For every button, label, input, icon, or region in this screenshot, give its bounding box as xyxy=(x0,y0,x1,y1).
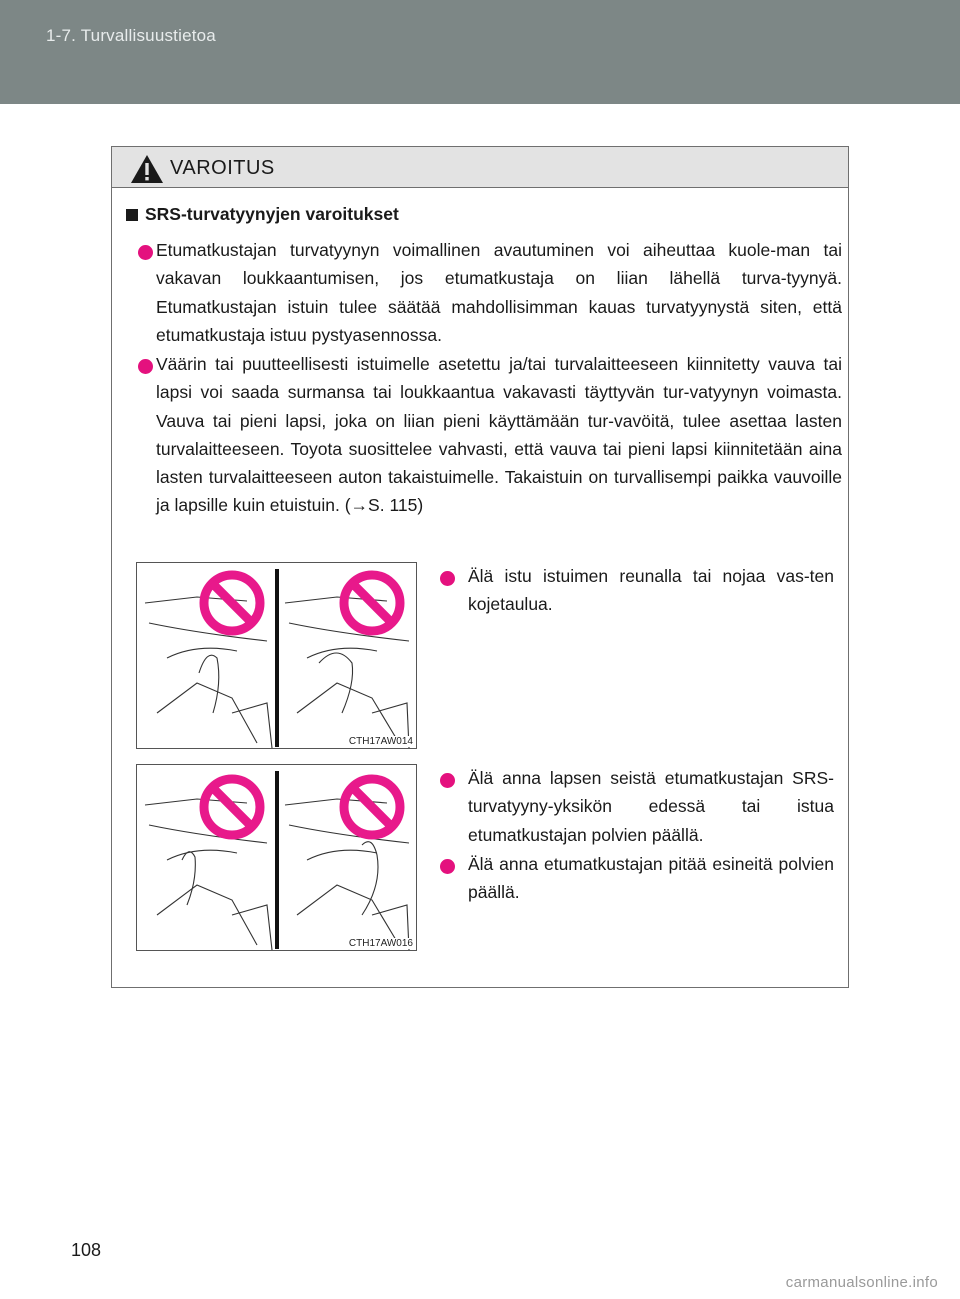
illustration-passenger-leaning xyxy=(136,562,417,749)
car-interior-drawing xyxy=(137,563,417,749)
figure-2-caption-2: Älä anna etumatkustajan pitää esineitä polvien päällä. xyxy=(468,854,834,903)
figure-code: CTH17AW016 xyxy=(348,938,413,949)
section-title-header: 1-7. Turvallisuustietoa xyxy=(46,26,216,45)
header-bar xyxy=(0,0,960,104)
warning-header xyxy=(112,147,848,188)
section-heading xyxy=(126,204,399,225)
warning-triangle-icon xyxy=(130,154,164,184)
bullet-dot-icon xyxy=(138,245,153,260)
watermark: carmanualsonline.info xyxy=(785,1274,938,1291)
warning-paragraph-1: Etumatkustajan turvatyynyn voimallinen avautuminen voi aiheuttaa kuole-man tai vakavan loukkaantumisen, jos etumatkustaja on liian lähellä turva-tyynyä. Etumatkustajan istuin tulee säätää mahdollisimman kauas turvatyynystä siten, että etumatkustaja istuu pystyasennossa. xyxy=(156,240,842,345)
figure-code: CTH17AW014 xyxy=(348,736,413,747)
page-number: 108 xyxy=(71,1240,102,1260)
square-bullet-icon xyxy=(126,209,138,221)
bullet-dot-icon xyxy=(440,773,455,788)
car-interior-drawing xyxy=(137,765,417,951)
prohibition-sign-icon xyxy=(344,779,400,835)
bullet-dot-icon xyxy=(440,571,455,586)
warning-box xyxy=(111,146,849,988)
section-heading-text: SRS-turvatyynyjen varoitukset xyxy=(145,204,399,224)
prohibition-sign-icon xyxy=(204,779,260,835)
prohibition-sign-icon xyxy=(344,575,400,631)
figure-2-caption-1: Älä anna lapsen seistä etumatkustajan SRS-turvatyyny-yksikön edessä tai istua etumatkustajan polvien päällä. xyxy=(468,768,834,845)
prohibition-sign-icon xyxy=(204,575,260,631)
warning-title: VAROITUS xyxy=(170,157,275,179)
warning-paragraph-2: Väärin tai puutteellisesti istuimelle asetettu ja/tai turvalaitteeseen kiinnitetty vauva tai lapsi voi saada surmansa tai loukkaantua vakavasti täyttyvän tur-vatyynyn voimasta. Vauva tai pieni lapsi, joka on liian pieni käyttämään tur-vavöitä, tulee asettaa lasten turvalaitteeseen. Toyota suosittelee vahvasti, että vauva tai pieni lapsi kiinnitetään aina lasten turvalaitteeseen auton takaistuimelle. Takaistuin on turvallisempi paikka vauvoille ja lapsille kuin etuistuin. (→S. 115) xyxy=(156,354,842,516)
bullet-dot-icon xyxy=(138,359,153,374)
illustration-child-standing xyxy=(136,764,417,951)
bullet-dot-icon xyxy=(440,859,455,874)
figure-1-caption: Älä istu istuimen reunalla tai nojaa vas-ten kojetaulua. xyxy=(468,566,834,615)
